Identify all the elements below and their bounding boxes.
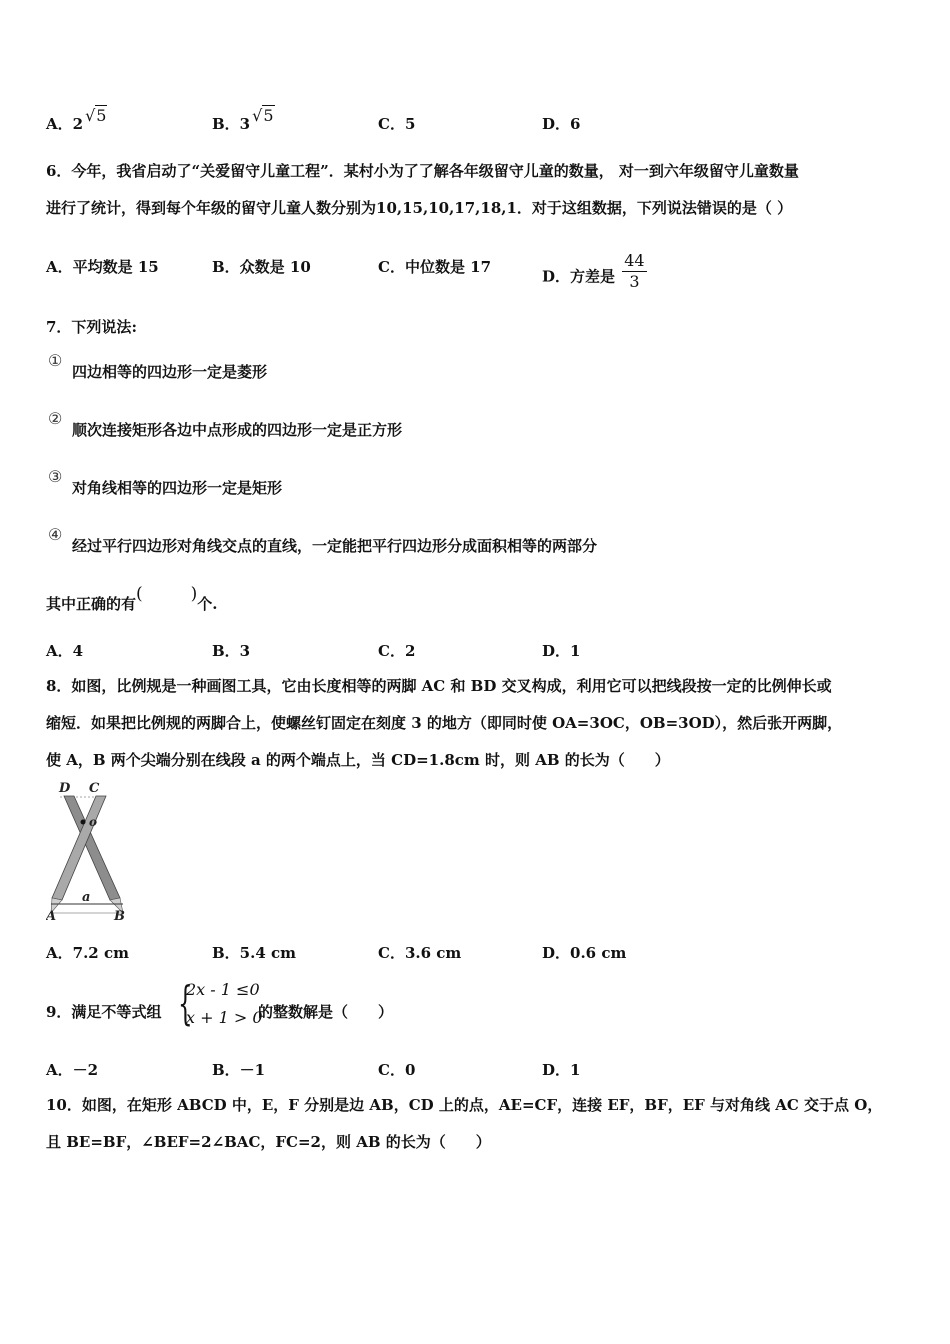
q7-stem: 7．下列说法:: [46, 318, 137, 336]
q7-item-1: 四边相等的四边形一定是菱形: [72, 363, 268, 381]
label-d: D: [59, 781, 71, 796]
q7-option-c: C．2: [378, 642, 416, 660]
q7-option-d: D．1: [542, 642, 581, 660]
q7-item-3-mark: ③: [48, 467, 63, 486]
q8-stem-line-3: 使 A，B 两个尖端分别在线段 a 的两个端点上，当 CD=1.8cm 时，则 AB 的长为（ ）: [46, 751, 670, 769]
q7-item-1-mark: ①: [48, 351, 63, 370]
q9-suffix: 的整数解是（ ）: [258, 1003, 394, 1021]
q6-stem-line-1: 6．今年，我省启动了“关爱留守儿童工程”．某村小为了了解各年级留守儿童的数量， 对一到六年级留守儿童数量: [46, 162, 799, 180]
q7-question: 其中正确的有( )个.: [46, 584, 218, 613]
q5-option-d: D．6: [542, 115, 581, 133]
q10-stem-line-2: 且 BE=BF，∠BEF=2∠BAC，FC=2，则 AB 的长为（ ）: [46, 1133, 491, 1151]
q6-stem-line-2: 进行了统计，得到每个年级的留守儿童人数分别为10,15,10,17,18,1．对于这组数据，下列说法错误的是（ ）: [46, 199, 793, 217]
label-b: B: [114, 909, 125, 922]
inequality-row-1: 2x - 1 ≤0: [186, 980, 260, 999]
q9-option-b: B．－1: [212, 1061, 266, 1079]
q5-option-c: C．5: [378, 115, 416, 133]
label-o: o: [89, 815, 98, 829]
inequality-row-2: x + 1 > 0: [186, 1008, 263, 1027]
q7-option-a: A．4: [46, 642, 84, 660]
q7-item-2-mark: ②: [48, 409, 63, 428]
sqrt-symbol: √5: [85, 106, 107, 125]
q7-option-b: B．3: [212, 642, 251, 660]
q8-option-a: A．7.2 cm: [46, 944, 129, 962]
q7-item-4-mark: ④: [48, 525, 63, 544]
q8-stem-line-1: 8．如图，比例规是一种画图工具，它由长度相等的两脚 AC 和 BD 交叉构成，利用它可以把线段按一定的比例伸长或: [46, 677, 832, 695]
q8-stem-line-2: 缩短．如果把比例规的两脚合上，使螺丝钉固定在刻度 3 的地方（即同时使 OA=3OC，OB=3OD），然后张开两脚，: [46, 714, 843, 732]
q5-option-b: B．3 √5: [212, 106, 274, 133]
q6-option-a: A．平均数是 15: [46, 258, 159, 276]
q8-option-d: D．0.6 cm: [542, 944, 627, 962]
q10-stem-line-1: 10．如图，在矩形 ABCD 中，E，F 分别是边 AB，CD 上的点，AE=CF，连接 EF，BF，EF 与对角线 AC 交于点 O，: [46, 1096, 883, 1114]
label-a: A: [46, 909, 57, 922]
q7-item-4: 经过平行四边形对角线交点的直线，一定能把平行四边形分成面积相等的两部分: [72, 537, 598, 555]
q9-option-c: C．0: [378, 1061, 416, 1079]
proportional-divider-figure: [46, 780, 128, 922]
brace-symbol: {: [178, 976, 193, 1030]
q7-item-3: 对角线相等的四边形一定是矩形: [72, 479, 283, 497]
q7-item-2: 顺次连接矩形各边中点形成的四边形一定是正方形: [72, 421, 403, 439]
q9-option-a: A．－2: [46, 1061, 99, 1079]
q9-option-d: D．1: [542, 1061, 581, 1079]
q8-option-c: C．3.6 cm: [378, 944, 462, 962]
fraction: $\frac{44}{3}$: [624, 251, 645, 291]
q8-option-b: B．5.4 cm: [212, 944, 297, 962]
q9-prefix: 9．满足不等式组: [46, 1003, 162, 1021]
screw-point-o: [81, 820, 86, 825]
q6-option-c: C．中位数是 17: [378, 258, 492, 276]
q6-option-b: B．众数是 10: [212, 258, 311, 276]
sqrt-symbol: √5: [252, 106, 274, 125]
label-a-segment: a: [82, 890, 91, 905]
q6-option-d: D．方差是 $\frac{44}{3}$: [542, 251, 645, 291]
label-c: C: [89, 781, 100, 796]
q5-option-a: A．2 √5: [46, 106, 107, 133]
